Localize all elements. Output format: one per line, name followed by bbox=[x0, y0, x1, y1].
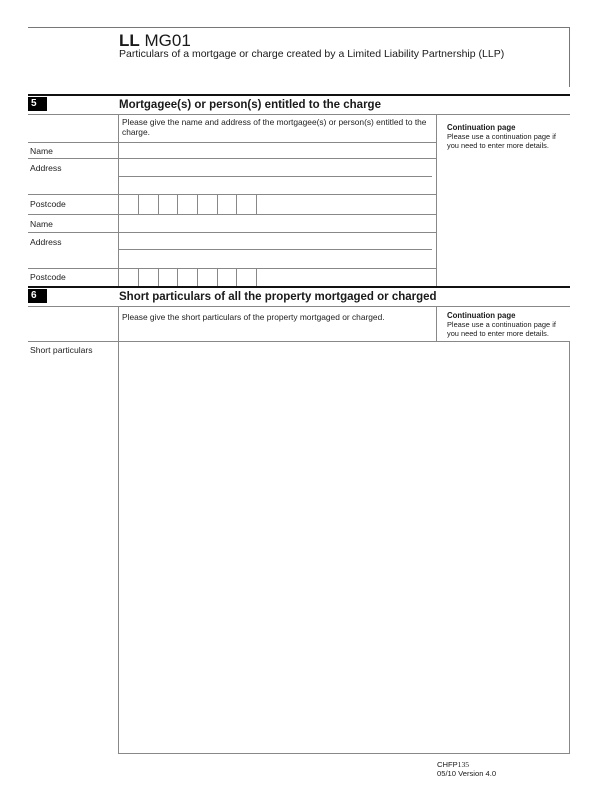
section6-right-border bbox=[569, 341, 570, 754]
entry2-postcode-label: Postcode bbox=[30, 272, 66, 282]
entry1-postcode-field[interactable] bbox=[119, 195, 276, 215]
section5-number: 5 bbox=[28, 97, 47, 111]
section5-instruction: Please give the name and address of the mortgagee(s) or person(s) entitled to the charge. bbox=[122, 117, 427, 137]
section6-right-divider bbox=[436, 306, 437, 341]
section5-top-rule bbox=[28, 94, 570, 96]
postcode-box-divider bbox=[158, 195, 159, 215]
postcode-box-divider bbox=[197, 195, 198, 215]
short-particulars-field[interactable] bbox=[119, 342, 569, 753]
section6-bottom-rule bbox=[118, 753, 570, 754]
entry1-name-field[interactable] bbox=[119, 143, 435, 158]
postcode-box-divider bbox=[236, 195, 237, 215]
entry2-name-label: Name bbox=[30, 219, 53, 229]
postcode-box-divider bbox=[138, 195, 139, 215]
entry2-name-field[interactable] bbox=[119, 215, 435, 232]
section5-title-underline bbox=[28, 114, 570, 115]
section6-instruction: Please give the short particulars of the property mortgaged or charged. bbox=[122, 312, 385, 322]
section5-title: Mortgagee(s) or person(s) entitled to the charge bbox=[119, 99, 381, 111]
postcode-box-divider bbox=[217, 195, 218, 215]
footer-code-number: 135 bbox=[457, 760, 470, 769]
entry1-postcode-label: Postcode bbox=[30, 199, 66, 209]
postcode-box-divider bbox=[158, 268, 159, 286]
entry2-address-label: Address bbox=[30, 237, 62, 247]
entry1-address-label: Address bbox=[30, 163, 62, 173]
short-particulars-label: Short particulars bbox=[30, 345, 93, 355]
footer-code-prefix: CHFP bbox=[437, 760, 458, 769]
section6-top-rule bbox=[28, 286, 570, 288]
section5-continuation-title: Continuation page bbox=[447, 123, 516, 132]
postcode-box-divider bbox=[177, 268, 178, 286]
section5-right-divider bbox=[436, 114, 437, 286]
section6-continuation-title: Continuation page bbox=[447, 311, 516, 320]
postcode-box-divider bbox=[256, 268, 257, 286]
entry2-address-field[interactable] bbox=[119, 233, 435, 268]
section6-number: 6 bbox=[28, 289, 47, 303]
section6-title: Short particulars of all the property mortgaged or charged bbox=[119, 291, 437, 303]
header-top-rule bbox=[28, 27, 570, 28]
postcode-box-divider bbox=[177, 195, 178, 215]
form-prefix: LL bbox=[119, 31, 140, 50]
postcode-box-divider bbox=[217, 268, 218, 286]
form-number: MG01 bbox=[144, 31, 191, 50]
postcode-box-divider bbox=[256, 195, 257, 215]
entry1-name-label: Name bbox=[30, 146, 53, 156]
footer-version: 05/10 Version 4.0 bbox=[437, 769, 497, 778]
entry2-address-line-1 bbox=[119, 249, 432, 250]
header-right-rule bbox=[569, 27, 570, 87]
postcode-box-divider bbox=[236, 268, 237, 286]
form-subtitle: Particulars of a mortgage or charge created by a Limited Liability Partnership (LLP) bbox=[119, 48, 505, 60]
section6-title-underline bbox=[28, 306, 570, 307]
postcode-box-divider bbox=[138, 268, 139, 286]
footer-code bbox=[437, 760, 469, 769]
section5-continuation-text: Please use a continuation page if you need to enter more details. bbox=[447, 132, 556, 150]
section6-continuation-text: Please use a continuation page if you need to enter more details. bbox=[447, 320, 556, 338]
postcode-box-divider bbox=[197, 268, 198, 286]
entry2-postcode-field[interactable] bbox=[119, 268, 276, 286]
entry1-address-line-1 bbox=[119, 176, 432, 177]
